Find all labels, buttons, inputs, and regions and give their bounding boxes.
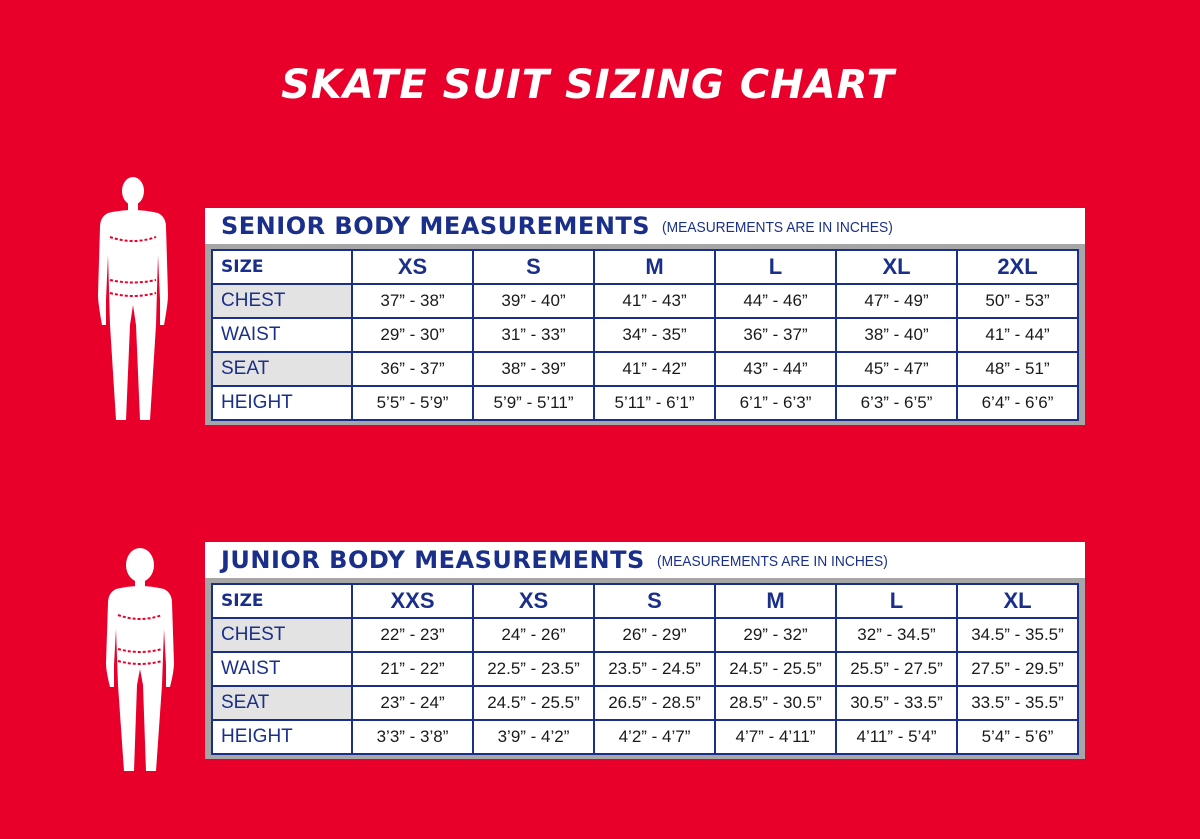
table-cell: 3’9” - 4’2”: [473, 720, 594, 754]
table-cell: 33.5” - 35.5”: [957, 686, 1078, 720]
table-cell: 31” - 33”: [473, 318, 594, 352]
adult-body-silhouette-icon: [88, 175, 178, 427]
size-header: XL: [836, 250, 957, 284]
table-cell: 5’11” - 6’1”: [594, 386, 715, 420]
table-cell: 41” - 42”: [594, 352, 715, 386]
table-cell: 23” - 24”: [352, 686, 473, 720]
table-header-row: [212, 584, 1078, 618]
senior-table-frame: [205, 244, 1085, 425]
table-cell: 43” - 44”: [715, 352, 836, 386]
size-header: S: [473, 250, 594, 284]
row-label: HEIGHT: [212, 720, 352, 754]
size-header: 2XL: [957, 250, 1078, 284]
table-cell: 26.5” - 28.5”: [594, 686, 715, 720]
size-header: S: [594, 584, 715, 618]
junior-units-note: (MEASUREMENTS ARE IN INCHES): [656, 553, 888, 570]
table-cell: 5’5” - 5’9”: [352, 386, 473, 420]
table-row: [212, 720, 1078, 754]
table-cell: 6’3” - 6’5”: [836, 386, 957, 420]
table-cell: 26” - 29”: [594, 618, 715, 652]
table-cell: 24.5” - 25.5”: [473, 686, 594, 720]
table-row: [212, 284, 1078, 318]
senior-panel-header: [205, 208, 1085, 244]
junior-table-frame: [205, 578, 1085, 759]
size-header: XXS: [352, 584, 473, 618]
size-header: XS: [352, 250, 473, 284]
table-cell: 24.5” - 25.5”: [715, 652, 836, 686]
table-cell: 41” - 44”: [957, 318, 1078, 352]
size-header: M: [594, 250, 715, 284]
table-cell: 25.5” - 27.5”: [836, 652, 957, 686]
row-label: HEIGHT: [212, 386, 352, 420]
table-cell: 22.5” - 23.5”: [473, 652, 594, 686]
table-cell: 29” - 30”: [352, 318, 473, 352]
table-header-row: [212, 250, 1078, 284]
table-row: [212, 352, 1078, 386]
table-cell: 23.5” - 24.5”: [594, 652, 715, 686]
table-row: [212, 318, 1078, 352]
table-cell: 32” - 34.5”: [836, 618, 957, 652]
table-row: [212, 652, 1078, 686]
table-cell: 5’4” - 5’6”: [957, 720, 1078, 754]
table-cell: 28.5” - 30.5”: [715, 686, 836, 720]
table-cell: 39” - 40”: [473, 284, 594, 318]
table-cell: 4’7” - 4’11”: [715, 720, 836, 754]
table-cell: 37” - 38”: [352, 284, 473, 318]
table-cell: 34.5” - 35.5”: [957, 618, 1078, 652]
table-cell: 47” - 49”: [836, 284, 957, 318]
table-cell: 50” - 53”: [957, 284, 1078, 318]
table-cell: 6’1” - 6’3”: [715, 386, 836, 420]
size-column-header: SIZE: [212, 584, 352, 618]
table-row: [212, 386, 1078, 420]
table-cell: 6’4” - 6’6”: [957, 386, 1078, 420]
senior-size-table: [211, 249, 1079, 421]
table-cell: 27.5” - 29.5”: [957, 652, 1078, 686]
table-cell: 4’2” - 4’7”: [594, 720, 715, 754]
row-label: CHEST: [212, 618, 352, 652]
table-cell: 41” - 43”: [594, 284, 715, 318]
junior-panel-title: JUNIOR BODY MEASUREMENTS: [221, 546, 645, 574]
row-label: SEAT: [212, 352, 352, 386]
table-cell: 30.5” - 33.5”: [836, 686, 957, 720]
table-cell: 21” - 22”: [352, 652, 473, 686]
table-cell: 45” - 47”: [836, 352, 957, 386]
junior-panel-header: [205, 542, 1085, 578]
table-cell: 4’11” - 5’4”: [836, 720, 957, 754]
junior-measurements-panel: [205, 542, 1085, 759]
table-cell: 38” - 40”: [836, 318, 957, 352]
size-header: M: [715, 584, 836, 618]
table-cell: 48” - 51”: [957, 352, 1078, 386]
table-cell: 44” - 46”: [715, 284, 836, 318]
junior-size-table: [211, 583, 1079, 755]
table-cell: 24” - 26”: [473, 618, 594, 652]
table-cell: 34” - 35”: [594, 318, 715, 352]
size-header: XS: [473, 584, 594, 618]
row-label: WAIST: [212, 652, 352, 686]
row-label: SEAT: [212, 686, 352, 720]
table-cell: 3’3” - 3’8”: [352, 720, 473, 754]
table-cell: 38” - 39”: [473, 352, 594, 386]
size-header: L: [715, 250, 836, 284]
senior-measurements-panel: [205, 208, 1085, 425]
page-title: SKATE SUIT SIZING CHART: [281, 62, 895, 108]
table-cell: 5’9” - 5’11”: [473, 386, 594, 420]
row-label: WAIST: [212, 318, 352, 352]
table-row: [212, 618, 1078, 652]
table-cell: 36” - 37”: [715, 318, 836, 352]
row-label: CHEST: [212, 284, 352, 318]
size-column-header: SIZE: [212, 250, 352, 284]
table-cell: 29” - 32”: [715, 618, 836, 652]
size-header: XL: [957, 584, 1078, 618]
size-header: L: [836, 584, 957, 618]
child-body-silhouette-icon: [100, 545, 180, 775]
table-cell: 22” - 23”: [352, 618, 473, 652]
senior-units-note: (MEASUREMENTS ARE IN INCHES): [662, 219, 893, 236]
table-row: [212, 686, 1078, 720]
senior-panel-title: SENIOR BODY MEASUREMENTS: [221, 212, 651, 240]
table-cell: 36” - 37”: [352, 352, 473, 386]
